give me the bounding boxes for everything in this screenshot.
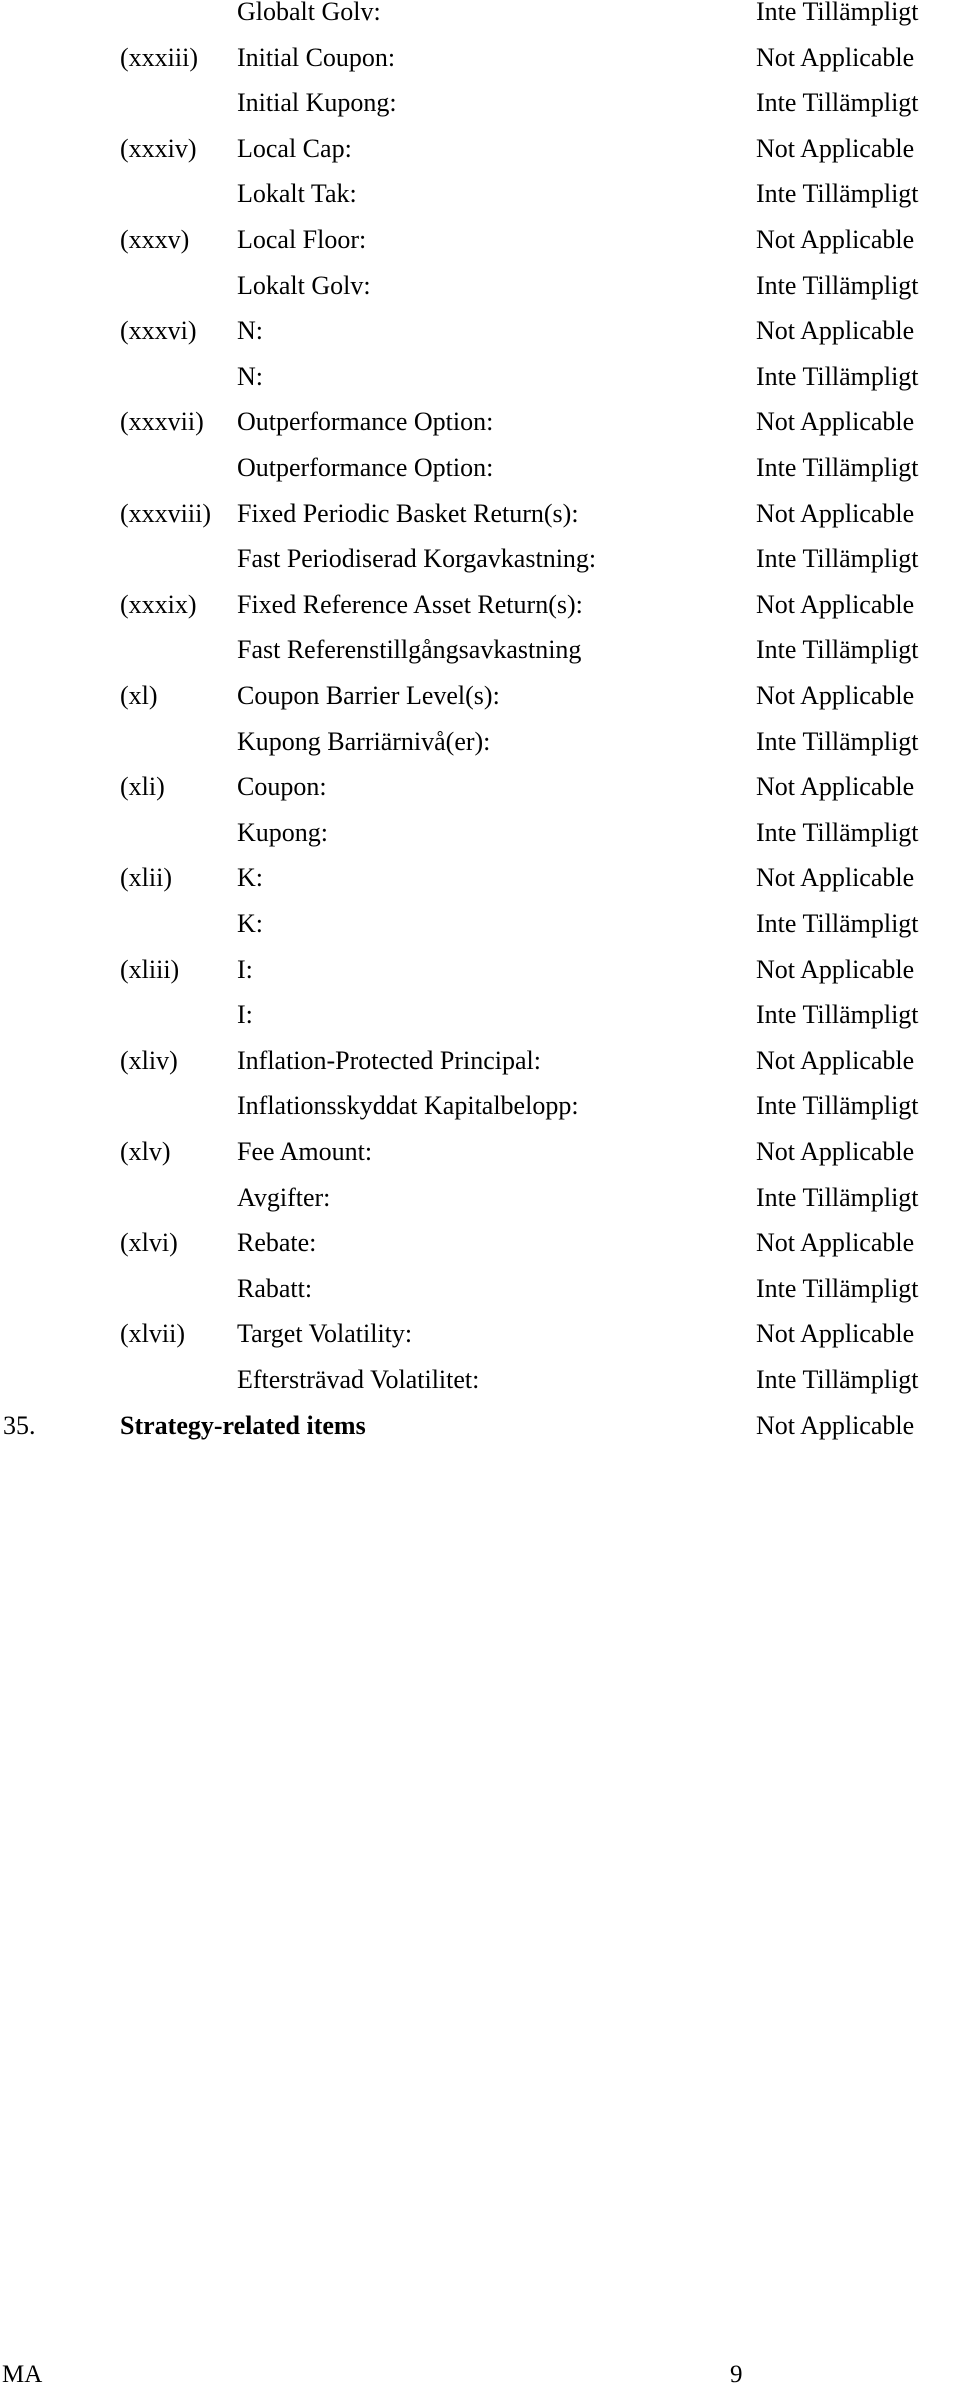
term-row [0, 542, 960, 576]
term-value: Not Applicable [756, 407, 915, 436]
term-row [0, 816, 960, 850]
term-label: K: [237, 909, 263, 938]
term-label: I: [237, 1000, 253, 1029]
term-row [0, 953, 960, 987]
term-value: Not Applicable [756, 499, 915, 528]
term-row [0, 269, 960, 303]
term-label: K: [237, 863, 263, 892]
term-row [0, 1363, 960, 1397]
term-number: (xxxix) [120, 590, 197, 619]
term-value: Inte Tillämpligt [756, 1274, 919, 1303]
term-value: Inte Tillämpligt [756, 1000, 919, 1029]
term-label: Initial Kupong: [237, 88, 397, 117]
term-label: I: [237, 955, 253, 984]
term-label: Kupong Barriärnivå(er): [237, 727, 491, 756]
term-label: Rebate: [237, 1228, 317, 1257]
term-number: (xxxviii) [120, 499, 211, 528]
term-value: Inte Tillämpligt [756, 1365, 919, 1394]
term-value: Inte Tillämpligt [756, 909, 919, 938]
term-label: Coupon: [237, 772, 327, 801]
term-row [0, 405, 960, 439]
term-label: Inflationsskyddat Kapitalbelopp: [237, 1091, 579, 1120]
term-row [0, 725, 960, 759]
footer-left-text: MA [2, 2361, 43, 2388]
term-value: Not Applicable [756, 316, 915, 345]
term-label: Target Volatility: [237, 1319, 413, 1348]
term-label: Local Floor: [237, 225, 367, 254]
term-value: Not Applicable [756, 134, 915, 163]
term-number: (xlii) [120, 863, 172, 892]
term-value: Not Applicable [756, 225, 915, 254]
term-value: Inte Tillämpligt [756, 271, 919, 300]
term-value: Inte Tillämpligt [756, 453, 919, 482]
term-row [0, 1226, 960, 1260]
term-value: Inte Tillämpligt [756, 635, 919, 664]
term-number: (xlvi) [120, 1228, 178, 1257]
term-row [0, 907, 960, 941]
term-number: (xxxiv) [120, 134, 197, 163]
term-number: (xlvii) [120, 1319, 185, 1348]
section-value: Not Applicable [756, 1411, 915, 1440]
term-value: Inte Tillämpligt [756, 1183, 919, 1212]
term-row [0, 1044, 960, 1078]
term-row [0, 451, 960, 485]
term-row [0, 588, 960, 622]
term-label: Local Cap: [237, 134, 352, 163]
term-label: Lokalt Golv: [237, 271, 371, 300]
term-row [0, 1181, 960, 1215]
term-value: Not Applicable [756, 772, 915, 801]
term-value: Not Applicable [756, 590, 915, 619]
term-value: Not Applicable [756, 1137, 915, 1166]
term-number: (xliii) [120, 955, 180, 984]
term-value: Inte Tillämpligt [756, 544, 919, 573]
term-label: Initial Coupon: [237, 43, 396, 72]
term-row [0, 1272, 960, 1306]
term-number: (xxxv) [120, 225, 190, 254]
term-label: Globalt Golv: [237, 0, 381, 26]
term-value: Not Applicable [756, 955, 915, 984]
term-row [0, 633, 960, 667]
term-row [0, 360, 960, 394]
term-row [0, 177, 960, 211]
term-label: Lokalt Tak: [237, 179, 357, 208]
term-row [0, 1089, 960, 1123]
term-number: (xxxiii) [120, 43, 198, 72]
section-35-row [0, 1409, 960, 1443]
term-row [0, 497, 960, 531]
term-value: Inte Tillämpligt [756, 179, 919, 208]
term-row [0, 132, 960, 166]
term-label: Kupong: [237, 818, 328, 847]
term-value: Not Applicable [756, 863, 915, 892]
term-row [0, 679, 960, 713]
term-value: Inte Tillämpligt [756, 727, 919, 756]
term-value: Not Applicable [756, 43, 915, 72]
term-row [0, 998, 960, 1032]
term-label: Avgifter: [237, 1183, 331, 1212]
term-row [0, 861, 960, 895]
term-label: Inflation-Protected Principal: [237, 1046, 541, 1075]
term-row [0, 86, 960, 120]
term-label: Fee Amount: [237, 1137, 373, 1166]
term-label: Coupon Barrier Level(s): [237, 681, 500, 710]
term-row [0, 223, 960, 257]
term-value: Inte Tillämpligt [756, 818, 919, 847]
page-number: 9 [730, 2361, 743, 2388]
term-row [0, 1135, 960, 1169]
term-label: Fast Referenstillgångsavkastning [237, 635, 582, 664]
term-number: (xxxvii) [120, 407, 204, 436]
term-row [0, 314, 960, 348]
term-value: Inte Tillämpligt [756, 1091, 919, 1120]
section-title: Strategy-related items [120, 1411, 366, 1440]
term-value: Inte Tillämpligt [756, 362, 919, 391]
term-value: Not Applicable [756, 1046, 915, 1075]
term-number: (xliv) [120, 1046, 178, 1075]
term-label: Eftersträvad Volatilitet: [237, 1365, 480, 1394]
term-label: Outperformance Option: [237, 453, 494, 482]
term-value: Inte Tillämpligt [756, 88, 919, 117]
term-label: N: [237, 362, 263, 391]
term-label: Fast Periodiserad Korgavkastning: [237, 544, 597, 573]
term-value: Not Applicable [756, 1228, 915, 1257]
term-number: (xlv) [120, 1137, 171, 1166]
term-label: Fixed Reference Asset Return(s): [237, 590, 583, 619]
term-value: Not Applicable [756, 681, 915, 710]
term-label: Rabatt: [237, 1274, 313, 1303]
term-value: Inte Tillämpligt [756, 0, 919, 26]
term-row [0, 770, 960, 804]
term-row [0, 1317, 960, 1351]
term-label: N: [237, 316, 263, 345]
term-number: (xxxvi) [120, 316, 197, 345]
term-number: (xl) [120, 681, 158, 710]
term-row [0, 41, 960, 75]
term-number: (xli) [120, 772, 165, 801]
section-number: 35. [3, 1411, 36, 1440]
term-label: Outperformance Option: [237, 407, 494, 436]
term-row [0, 0, 960, 29]
term-label: Fixed Periodic Basket Return(s): [237, 499, 579, 528]
term-value: Not Applicable [756, 1319, 915, 1348]
